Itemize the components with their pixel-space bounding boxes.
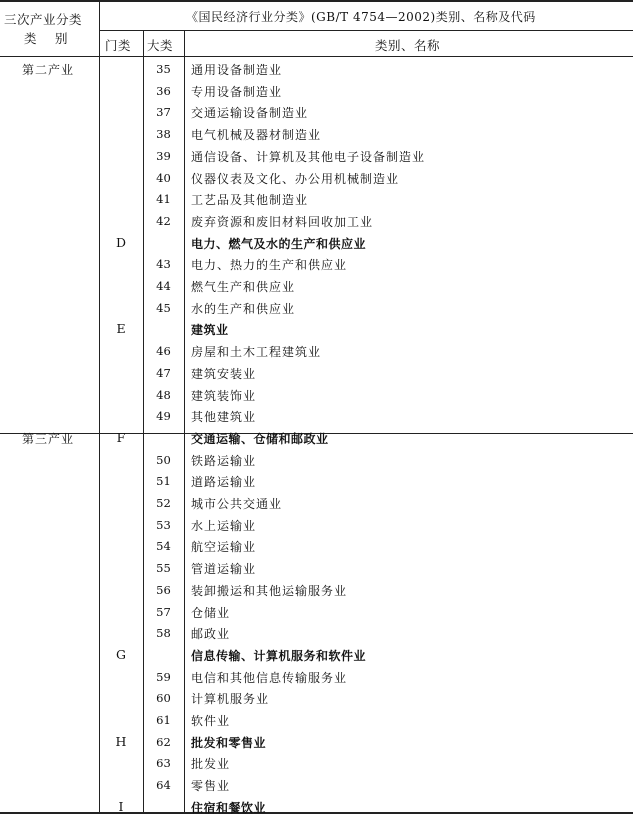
class-name: 房屋和土木工程建筑业 (191, 345, 322, 360)
class-name: 批发业 (191, 757, 231, 772)
class-name: 管道运输业 (191, 562, 257, 577)
sector-label: 第二产业 (22, 63, 75, 77)
header-sector-line2: 类 别 (24, 31, 71, 46)
class-name: 城市公共交通业 (191, 497, 283, 511)
major-class-code: 39 (156, 148, 171, 163)
major-class-code: 47 (156, 365, 171, 380)
class-name: 通信设备、计算机及其他电子设备制造业 (191, 149, 426, 164)
class-name: 燃气生产和供应业 (191, 280, 296, 294)
header-door: 门类 (105, 38, 132, 53)
major-class-code: 38 (156, 127, 171, 142)
major-class-code: 46 (156, 344, 171, 359)
major-class-code: 45 (156, 300, 171, 315)
class-name: 道路运输业 (191, 475, 257, 490)
door-category-name: 建筑业 (191, 323, 229, 338)
major-class-code: 37 (156, 105, 171, 120)
header-bottom-rule (0, 56, 633, 57)
door-code: F (116, 429, 126, 445)
major-class-code: 61 (156, 713, 171, 727)
major-class-code: 55 (156, 561, 171, 576)
class-name: 废弃资源和废旧材料回收加工业 (191, 214, 374, 229)
class-name: 邮政业 (191, 627, 231, 642)
major-class-code: 59 (156, 669, 171, 684)
major-class-code: 42 (156, 213, 171, 228)
major-class-code: 58 (156, 626, 171, 641)
class-name: 通用设备制造业 (191, 63, 283, 77)
column-divider (99, 0, 100, 814)
table-bottom-rule (0, 812, 633, 814)
major-class-code: 62 (156, 734, 171, 749)
class-name: 建筑安装业 (191, 366, 257, 381)
sector-label: 第三产业 (22, 431, 75, 446)
table-top-rule (0, 0, 633, 2)
class-name: 铁路运输业 (191, 453, 257, 468)
header-sector-line1: 三次产业分类 (4, 12, 83, 27)
class-name: 零售业 (191, 779, 231, 794)
class-name: 其他建筑业 (191, 410, 257, 425)
class-name: 航空运输业 (191, 540, 257, 555)
class-name: 电气机械及器材制造业 (191, 128, 322, 143)
door-category-name: 信息传输、计算机服务和软件业 (191, 648, 367, 663)
door-code: I (118, 798, 124, 814)
major-class-code: 43 (156, 257, 171, 272)
class-name: 电信和其他信息传输服务业 (191, 670, 348, 685)
header-span-title: 《国民经济行业分类》(GB/T 4754—2002)类别、名称及代码 (186, 10, 536, 24)
major-class-code: 35 (156, 62, 171, 76)
door-category-name: 电力、燃气及水的生产和供应业 (191, 236, 367, 251)
major-class-code: 64 (156, 778, 171, 793)
major-class-code: 54 (156, 539, 171, 554)
column-divider (184, 30, 185, 814)
major-class-code: 49 (156, 409, 171, 424)
major-class-code: 40 (156, 170, 171, 185)
major-class-code: 41 (156, 192, 171, 207)
class-name: 工艺品及其他制造业 (191, 193, 309, 208)
major-class-code: 50 (156, 452, 171, 467)
major-class-code: 63 (156, 756, 171, 771)
class-name: 专用设备制造业 (191, 84, 283, 99)
class-name: 软件业 (191, 714, 231, 728)
header-name: 类别、名称 (375, 38, 441, 53)
major-class-code: 56 (156, 582, 171, 597)
header-sub-rule (100, 30, 633, 31)
major-class-code: 60 (156, 691, 171, 706)
door-code: H (115, 733, 127, 749)
class-name: 电力、热力的生产和供应业 (191, 258, 348, 273)
major-class-code: 53 (156, 517, 171, 532)
major-class-code: 51 (156, 474, 171, 489)
class-name: 装卸搬运和其他运输服务业 (191, 583, 348, 598)
major-class-code: 57 (156, 604, 171, 619)
header-big-class: 大类 (147, 38, 174, 53)
door-category-name: 交通运输、仓储和邮政业 (191, 431, 329, 446)
major-class-code: 48 (156, 387, 171, 402)
class-name: 仓储业 (191, 605, 231, 620)
door-category-name: 住宿和餐饮业 (191, 800, 267, 815)
class-name: 仪器仪表及文化、办公用机械制造业 (191, 171, 400, 186)
door-code: D (115, 234, 127, 250)
class-name: 计算机服务业 (191, 692, 270, 707)
major-class-code: 36 (156, 83, 171, 98)
major-class-code: 44 (156, 279, 171, 293)
door-code: G (116, 646, 126, 662)
class-name: 交通运输设备制造业 (191, 106, 309, 121)
class-name: 水的生产和供应业 (191, 301, 296, 316)
major-class-code: 52 (156, 496, 171, 510)
door-category-name: 批发和零售业 (191, 735, 267, 750)
class-name: 建筑装饰业 (191, 388, 257, 403)
class-name: 水上运输业 (191, 518, 257, 533)
door-code: E (116, 321, 126, 337)
